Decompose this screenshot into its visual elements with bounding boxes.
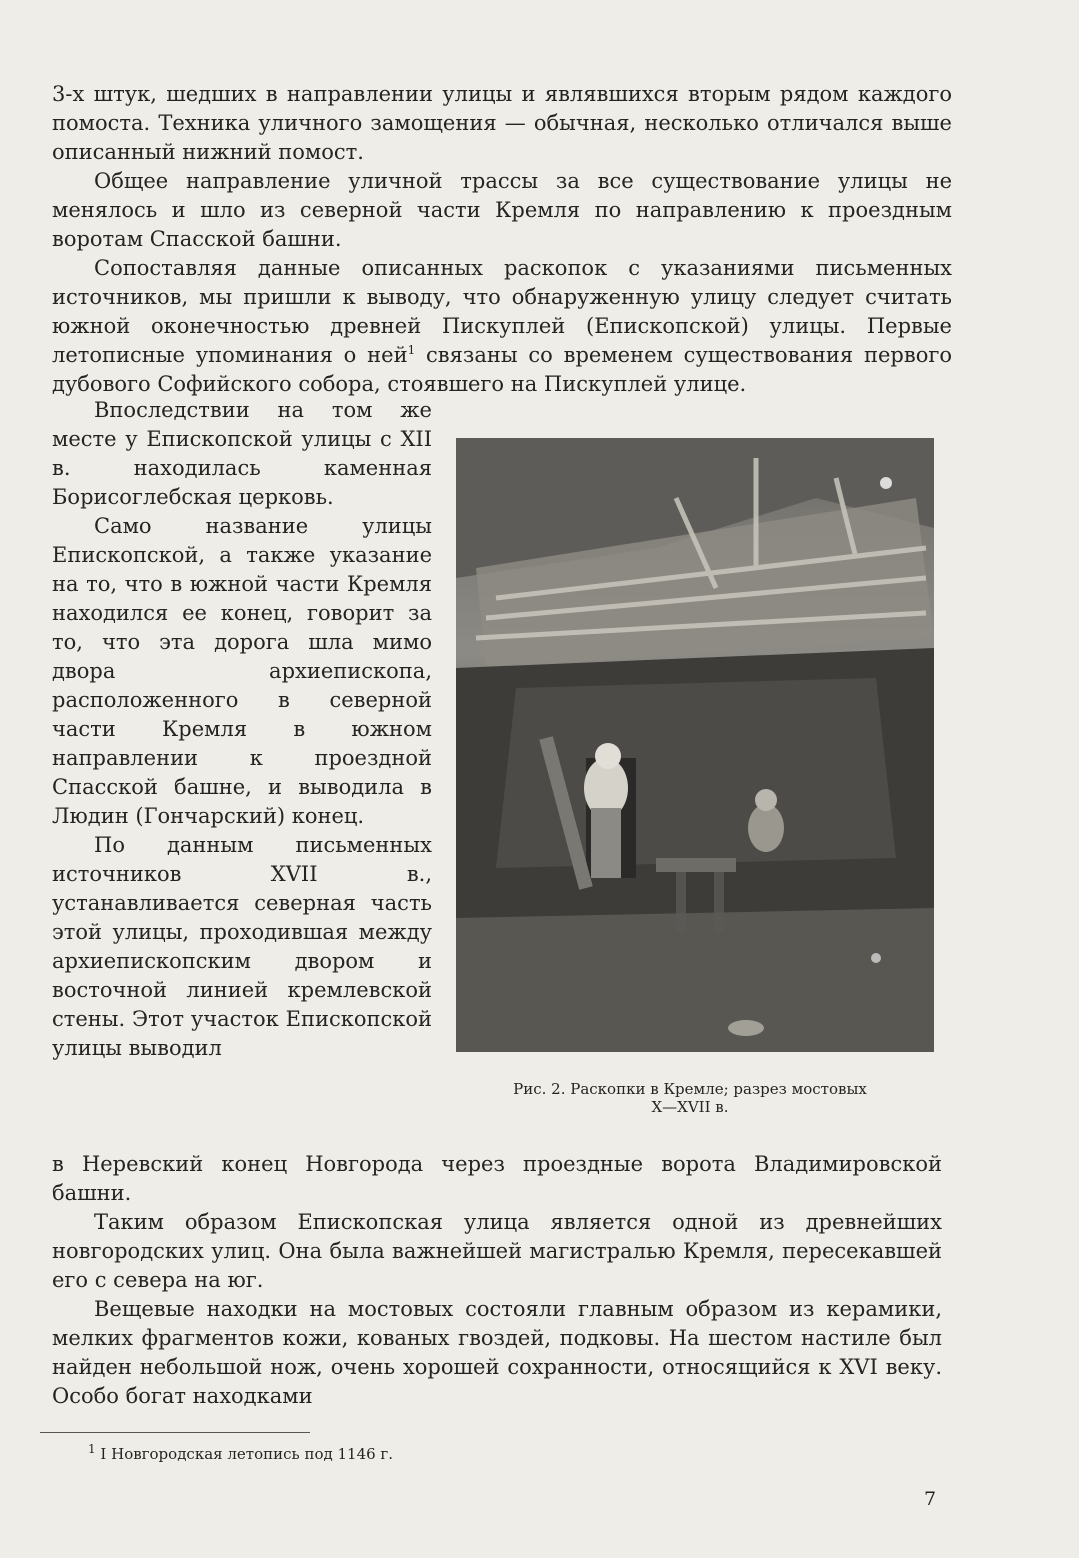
paragraph-3	[52, 254, 952, 399]
figure-caption-line-2: X—XVII в.	[651, 1098, 729, 1116]
wrapped-text-column	[52, 396, 432, 1063]
paragraph-5: Само название улицы Епископской, а также указание на то, что в южной части Кремля находился ее конец, говорит за то, что эта дорога шла мимо двора архиепископа, расположенного в северной части Кремля в южном направлении к проездной Спасской башне, и выводила в Людин (Гончарский) конец.	[52, 514, 432, 828]
paragraph-2: Общее направление уличной трассы за все существование улицы не менялось и шло из северной части Кремля по направлению к проездным воротам Спасской башни.	[52, 169, 952, 251]
paragraph-3-part-1: Сопоставляя данные описанных раскопок с указаниями письменных источников, мы пришли к выводу, что обнаруженную улицу следует считать южной оконечностью древней Пискуплей (Епископской) улицы. Первые летописные упоминания о ней	[52, 256, 952, 367]
excavation-photo	[456, 438, 934, 1052]
paragraph-7: Таким образом Епископская улица является одной из древнейших новгородских улиц. Она была важнейшей магистралью Кремля, пересекавшей его с севера на юг.	[52, 1210, 942, 1292]
excavation-photo-drawing	[456, 438, 934, 1052]
footnote-text: I Новгородская летопись под 1146 г.	[100, 1445, 394, 1463]
paragraph-3-part-2: связаны со временем существования первого дубового Софийского собора, стоявшего на Пискуплей улице.	[52, 343, 952, 396]
paragraph-1: 3-х штук, шедших в направлении улицы и являвшихся вторым рядом каждого помоста. Техника уличного замощения — обычная, несколько отличался выше описанный нижний помост.	[52, 82, 952, 164]
footnote-divider	[40, 1432, 310, 1433]
footnote	[88, 1444, 393, 1464]
bottom-text-block	[52, 1150, 942, 1411]
paragraph-6-part-2: в Неревский конец Новгорода через проездные ворота Владимировской башни.	[52, 1152, 942, 1205]
paragraph-8: Вещевые находки на мостовых состояли главным образом из керамики, мелких фрагментов кожи, кованых гвоздей, подковы. На шестом настиле был найден небольшой нож, очень хорошей сохранности, относящийся к XVI веку. Особо богат находками	[52, 1297, 942, 1408]
paragraph-4: Впоследствии на том же месте у Епископской улицы с XII в. находилась каменная Борисоглебская церковь.	[52, 398, 432, 509]
footnote-reference: 1	[407, 343, 416, 357]
top-text-block	[52, 80, 952, 399]
figure-caption-line-1: Рис. 2. Раскопки в Кремле; разрез мостовых	[513, 1080, 867, 1098]
page-number: 7	[924, 1488, 937, 1510]
footnote-mark: 1	[88, 1442, 96, 1456]
figure-caption	[440, 1080, 940, 1116]
paragraph-6-part-1: По данным письменных источников XVII в., устанавливается северная часть этой улицы, проходившая между архиепископским двором и восточной линией кремлевской стены. Этот участок Епископской улицы выводил	[52, 833, 432, 1060]
